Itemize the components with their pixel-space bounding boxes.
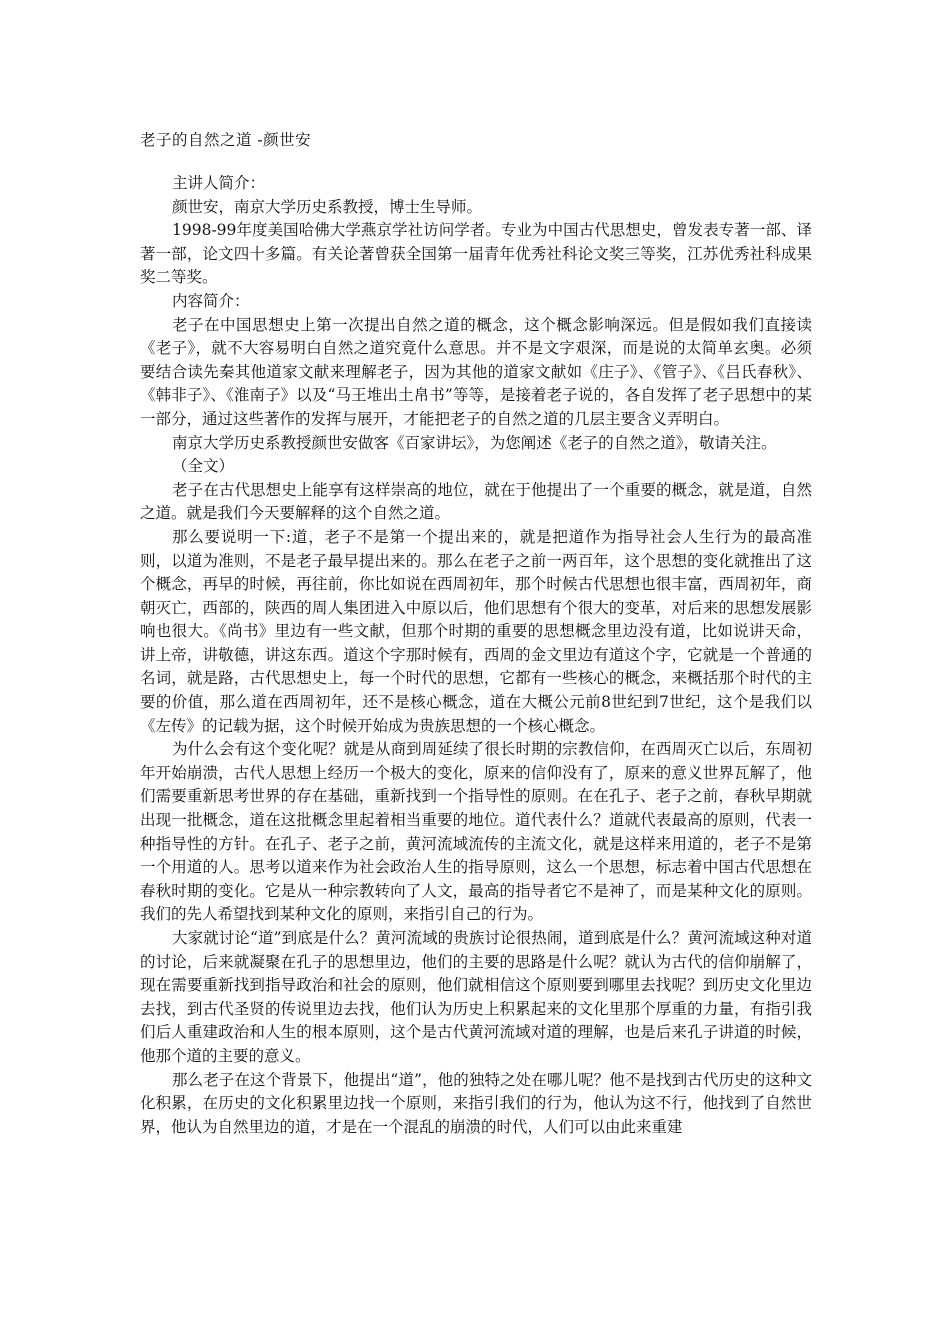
paragraph-content-heading: 内容简介： [172, 291, 250, 310]
paragraph-body: 老子在古代思想史上能享有这样崇高的地位，就在于他提出了一个重要的概念，就是道，自然之道。就是我们今天要解释的这个自然之道。 [140, 480, 812, 523]
paragraph-speaker-bio: 1998-99年度美国哈佛大学燕京学社访问学者。专业为中国古代思想史，曾发表专著一部、译著一部，论文四十多篇。有关论著曾获全国第一届青年优秀社科论文奖三等奖，江苏优秀社科成果奖二等奖。 [140, 221, 812, 287]
paragraph-announcement: 南京大学历史系教授颜世安做客《百家讲坛》，为您阐述《老子的自然之道》，敬请关注。 [172, 433, 777, 452]
paragraph-body: 为什么会有这个变化呢？就是从商到周延续了很长时期的宗教信仰，在西周灭亡以后，东周初年开始崩溃，古代人思想上经历一个极大的变化，原来的信仰没有了，原来的意义世界瓦解了，他们需要重新思考世界的存在基础，重新找到一个指导性的原则。在在孔子、老子之前，春秋早期就出现一批概念，道在这批概念里起着相当重要的地位。道代表什么？道就代表最高的原则，代表一种指导性的方针。在孔子、老子之前，黄河流域流传的主流文化，就是这样来用道的，老子不是第一个用道的人。思考以道来作为社会政治人生的指导原则，这么一个思想，标志着中国古代思想在春秋时期的变化。它是从一种宗教转向了人文，最高的指导者它不是神了，而是某种文化的原则。我们的先人希望找到某种文化的原则，来指引自己的行为。 [140, 740, 812, 924]
document-page [140, 126, 812, 1139]
paragraph-body: 大家就讨论“道”到底是什么？黄河流域的贵族讨论很热闹，道到底是什么？黄河流域这种对道的讨论，后来就凝聚在孔子的思想里边，他们的主要的思路是什么呢？就认为古代的信仰崩解了，现在需要重新找到指导政治和社会的原则，他们就相信这个原则要到哪里去找呢？到历史文化里边去找，到古代圣贤的传说里边去找，他们认为历史上积累起来的文化里那个厚重的力量，有指引我们后人重建政治和人生的根本原则，这个是古代黄河流域对道的理解，也是后来孔子讲道的时候，他那个道的主要的意义。 [140, 929, 812, 1065]
paragraph-body: 那么要说明一下:道，老子不是第一个提出来的，就是把道作为指导社会人生行为的最高准则，以道为准则，不是老子最早提出来的。那么在老子之前一两百年，这个思想的变化就推出了这个概念，再早的时候，再往前，你比如说在西周初年，那个时候古代思想也很丰富，西周初年，商朝灭亡，西部的，陕西的周人集团进入中原以后，他们思想有个很大的变革，对后来的思想发展影响也很大。《尚书》里边有一些文献，但那个时期的重要的思想概念里边没有道，比如说讲天命，讲上帝，讲敬德，讲这东西。道这个字那时候有，西周的金文里边有道这个字，它就是一个普通的名词，就是路，古代思想史上，每一个时代的思想，它都有一些核心的概念，来概括那个时代的主要的价值，那么道在西周初年，还不是核心概念，道在大概公元前8世纪到7世纪，这个是我们以《左传》的记载为据，这个时候开始成为贵族思想的一个核心概念。 [140, 527, 812, 735]
document-title: 老子的自然之道 -颜世安 [140, 131, 312, 149]
paragraph-speaker-title: 颜世安，南京大学历史系教授，博士生导师。 [172, 197, 483, 216]
paragraph-speaker-heading: 主讲人简介： [172, 174, 266, 192]
paragraph-body: 那么老子在这个背景下，他提出“道”，他的独特之处在哪儿呢？他不是找到古代历史的这种文化积累，在历史的文化积累里边找一个原则，来指引我们的行为，他认为这不行，他找到了自然世界，他认为自然里边的道，才是在一个混乱的崩溃的时代，人们可以由此来重建 [140, 1070, 812, 1136]
paragraph-fulltext-marker: （全文） [172, 457, 235, 476]
document-body [140, 172, 812, 1139]
paragraph-content-summary: 老子在中国思想史上第一次提出自然之道的概念，这个概念影响深远。但是假如我们直接读《老子》，就不大容易明白自然之道究竟什么意思。并不是文字艰深，而是说的太简单玄奥。必须要结合读先秦其他道家文献来理解老子，因为其他的道家文献如《庄子》、《管子》、《吕氏春秋》、《韩非子》、《淮南子》以及“马王堆出土帛书”等等，是接着老子说的，各自发挥了老子思想中的某一部分，通过这些著作的发挥与展开，才能把老子的自然之道的几层主要含义弄明白。 [140, 315, 812, 428]
